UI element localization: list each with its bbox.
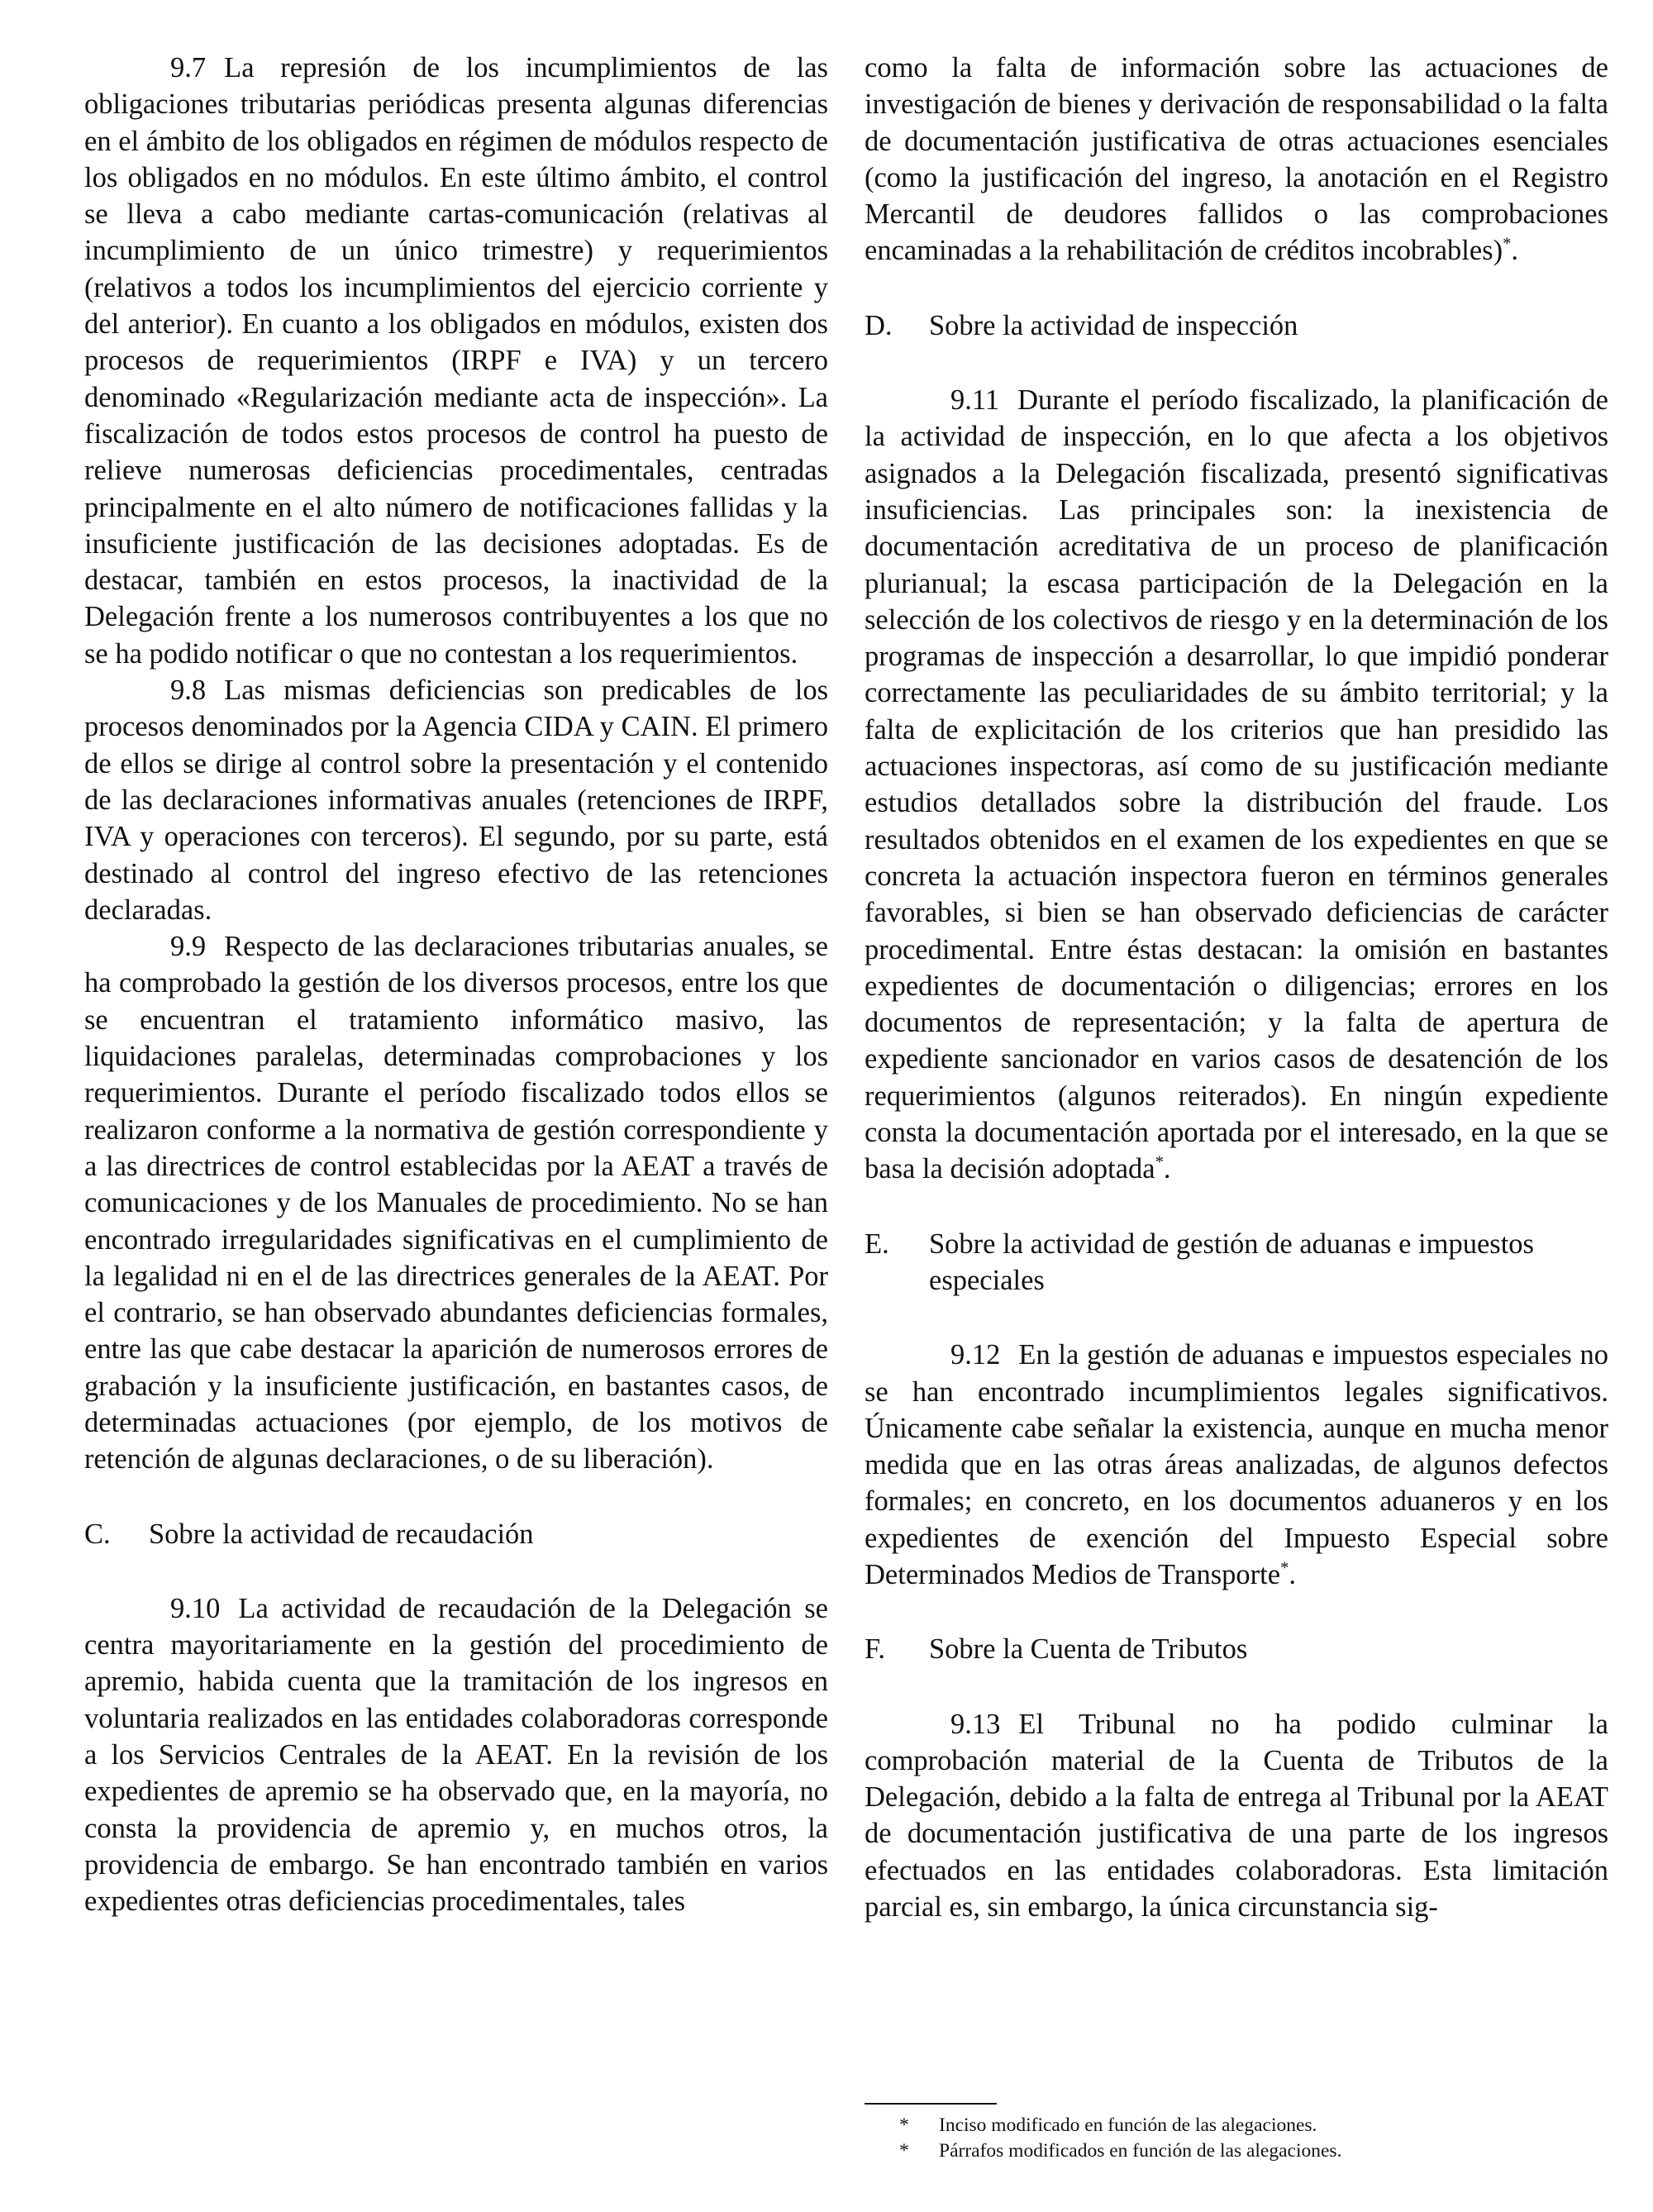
paragraph-9-13 — [865, 1706, 1608, 1926]
paragraph-number: 9.8 — [170, 675, 207, 707]
footnote-item — [899, 2138, 1610, 2164]
footnote-mark: * — [899, 2114, 909, 2136]
paragraph-end: . — [1163, 1153, 1171, 1185]
paragraph-text: Respecto de las declaraciones tributarias anuales, se ha comprobado la gestión de los diversos procesos, entre los que se encuentran el tratamiento informático masivo, las liquidaciones paralelas, determinadas comprobaciones y los requerimientos. Durante el período fiscalizado todos ellos se realizaron conforme a la normativa de gestión correspondiente y a las directrices de control establecidas por la AEAT a través de comunicaciones y de los Manuales de procedimiento. No se han encontrado irregularidades significativas en el cumplimiento de la legalidad ni en el de las directrices generales de la AEAT. Por el contrario, se han observado abundantes deficiencias formales, entre las que cabe destacar la aparición de numerosos errores de grabación y la insuficiente justificación, en bastantes casos, de determinadas actuaciones (por ejemplo, de los motivos de retención de algunas declaraciones, o de su liberación). — [84, 931, 828, 1475]
paragraph-number: 9.12 — [950, 1339, 1001, 1371]
paragraph-9-7 — [84, 50, 828, 672]
section-heading-c — [84, 1516, 828, 1552]
heading-letter: E. — [865, 1228, 889, 1260]
paragraph-9-10 — [84, 1590, 828, 1920]
footnotes — [899, 2113, 1610, 2164]
paragraph-text: El Tribunal no ha podido culminar la comprobación material de la Cuenta de Tributos de la Delegación, debido a la falta de entrega al Tribunal por la AEAT de documentación justificativa de una parte de los ingresos efectuados en las entidades colaboradoras. Esta limitación parcial es, sin embargo, la única circunstancia sig- — [865, 1708, 1608, 1924]
paragraph-number: 9.9 — [170, 931, 207, 963]
paragraph-end: . — [1511, 235, 1519, 267]
paragraph-9-11 — [865, 382, 1608, 1188]
paragraph-text: como la falta de información sobre las actuaciones de investigación de bienes y derivación de responsabilidad o la falta de documentación justificativa de otras actuaciones esenciales (como la justificación del ingreso, la anotación en el Registro Mercantil de deudores fallidos o las comprobaciones encaminadas a la rehabilitación de créditos incobrables) — [865, 52, 1608, 267]
section-heading-d — [865, 307, 1608, 344]
heading-letter: F. — [865, 1633, 886, 1666]
section-heading-f — [865, 1631, 1608, 1667]
paragraph-number: 9.7 — [170, 52, 207, 83]
footnote-marker: * — [1503, 235, 1512, 254]
footnote-text: Párrafos modificados en función de las alegaciones. — [939, 2140, 1342, 2162]
paragraph-number: 9.11 — [950, 384, 1000, 417]
heading-letter: D. — [865, 309, 893, 341]
paragraph-9-9 — [84, 928, 828, 1477]
paragraph-text: Las mismas deficiencias son predicables de los procesos denominados por la Agencia CIDA y CAIN. El primero de ellos se dirige al control sobre la presentación y el contenido de las declaraciones informativas anuales (retenciones de IRPF, IVA y operaciones con terceros). El segundo, por su parte, está destinado al control del ingreso efectivo de las retenciones declaradas. — [84, 675, 828, 926]
paragraph-end: . — [1289, 1558, 1297, 1590]
footnote-marker: * — [1155, 1153, 1164, 1172]
paragraph-9-8 — [84, 672, 828, 928]
left-column — [84, 50, 828, 1920]
paragraph-9-12 — [865, 1337, 1608, 1593]
footnote-mark: * — [899, 2140, 909, 2162]
heading-text: Sobre la Cuenta de Tributos — [929, 1633, 1248, 1666]
paragraph-9-10-continued — [865, 50, 1608, 269]
heading-text: Sobre la actividad de recaudación — [149, 1518, 534, 1550]
paragraph-text: La actividad de recaudación de la Delegación se centra mayoritariamente en la gestión del procedimiento de apremio, habida cuenta que la tramitación de los ingresos en voluntaria realizados en las entidades colaboradoras corresponde a los Servicios Centrales de la AEAT. En la revisión de los expedientes de apremio se ha observado que, en la mayoría, no consta la providencia de apremio y, en muchos otros, la providencia de embargo. Se han encontrado también en varios expedientes otras deficiencias procedimentales, tales — [84, 1592, 828, 1918]
footnote-item — [899, 2113, 1610, 2138]
footnote-text: Inciso modificado en función de las alegaciones. — [939, 2114, 1317, 2136]
paragraph-text: La represión de los incumplimientos de las obligaciones tributarias periódicas presenta algunas diferencias en el ámbito de los obligados en régimen de módulos respecto de los obligados en no módulos. En este último ámbito, el control se lleva a cabo mediante cartas-comunicación (relativas al incumplimiento de un único trimestre) y requerimientos (relativos a todos los incumplimientos del ejercicio corriente y del anterior). En cuanto a los obligados en módulos, existen dos procesos de requerimientos (IRPF e IVA) y un tercero denominado «Regularización mediante acta de inspección». La fiscalización de todos estos procesos de control ha puesto de relieve numerosas deficiencias procedimentales, centradas principalmente en el alto número de notificaciones fallidas y la insuficiente justificación de las decisiones adoptadas. Es de destacar, también en estos procesos, la inactividad de la Delegación frente a los numerosos contribuyentes a los que no se ha podido notificar o que no contestan a los requerimientos. — [84, 52, 828, 670]
heading-text: Sobre la actividad de gestión de aduanas e impuestos especiales — [929, 1228, 1534, 1296]
footnote-separator — [865, 2103, 997, 2105]
heading-text: Sobre la actividad de inspección — [929, 309, 1298, 341]
paragraph-text: En la gestión de aduanas e impuestos especiales no se han encontrado incumplimientos legales significativos. Únicamente cabe señalar la existencia, aunque en mucha menor medida que en las otras áreas analizadas, de algunos defectos formales; en concreto, en los documentos aduaneros y en los expedientes de exención del Impuesto Especial sobre Determinados Medios de Transporte — [865, 1339, 1608, 1590]
footnote-marker: * — [1280, 1559, 1289, 1578]
paragraph-text: Durante el período fiscalizado, la planificación de la actividad de inspección, en lo que afecta a los objetivos asignados a la Delegación fiscalizada, presentó significativas insuficiencias. Las principales son: la inexistencia de documentación acreditativa de un proceso de planificación plurianual; la escasa participación de la Delegación en la selección de los colectivos de riesgo y en la determinación de los programas de inspección a desarrollar, lo que impidió ponderar correctamente las peculiaridades de su ámbito territorial; y la falta de explicitación de los criterios que han presidido las actuaciones inspectoras, así como de su justificación mediante estudios detallados sobre la distribución del fraude. Los resultados obtenidos en el examen de los expedientes en que se concreta la actuación inspectora fueron en términos generales favorables, si bien se han observado deficiencias de carácter procedimental. Entre éstas destacan: la omisión en bastantes expedientes de documentación o diligencias; errores en los documentos de representación; y la falta de apertura de expediente sancionador en varios casos de desatención de los requerimientos (algunos reiterados). En ningún expediente consta la documentación aportada por el interesado, en la que se basa la decisión adoptada — [865, 384, 1608, 1185]
heading-letter: C. — [84, 1518, 111, 1550]
right-column — [865, 50, 1608, 1925]
section-heading-e — [865, 1226, 1608, 1299]
paragraph-number: 9.13 — [950, 1708, 1001, 1740]
paragraph-number: 9.10 — [170, 1592, 221, 1624]
